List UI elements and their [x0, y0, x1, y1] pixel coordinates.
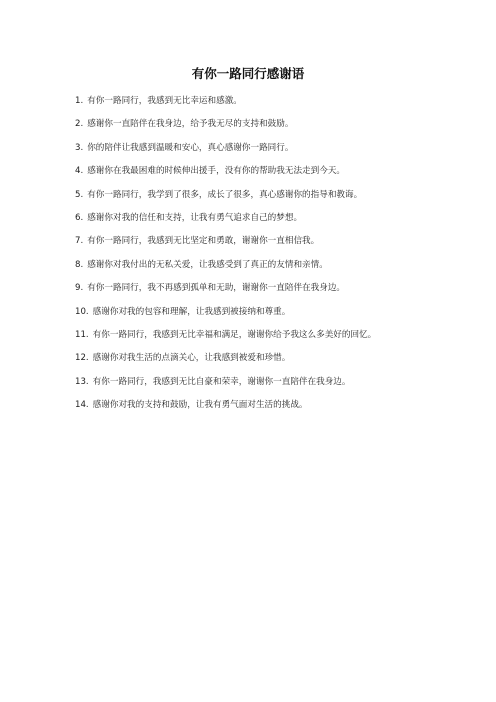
item-text: 感谢你对我的支持和鼓励，让我有勇气面对生活的挑战。 [92, 400, 308, 411]
list-item [75, 93, 485, 116]
list-item [75, 304, 485, 327]
item-number: 11. [75, 329, 89, 340]
item-text: 感谢你对我生活的点滴关心，让我感到被爱和珍惜。 [92, 353, 291, 364]
list-item [75, 327, 485, 350]
item-text: 有你一路同行，我感到无比幸福和满足，谢谢你给予我这么多美好的回忆。 [92, 329, 377, 340]
item-text: 感谢你对我的信任和支持，让我有勇气追求自己的梦想。 [87, 212, 303, 223]
list-item [75, 257, 485, 280]
item-text: 感谢你对我付出的无私关爱，让我感受到了真正的友情和亲情。 [87, 259, 328, 270]
item-number: 9. [75, 283, 84, 294]
item-number: 3. [75, 142, 84, 153]
item-text: 有你一路同行，我感到无比自豪和荣幸，谢谢你一直陪伴在我身边。 [92, 376, 351, 387]
item-number: 10. [75, 306, 89, 317]
item-text: 你的陪伴让我感到温暖和安心，真心感谢你一路同行。 [87, 142, 294, 153]
list-item [75, 397, 485, 420]
item-text: 有你一路同行，我学到了很多，成长了很多，真心感谢你的指导和教诲。 [87, 189, 363, 200]
item-number: 1. [75, 96, 84, 106]
item-text: 感谢你对我的包容和理解，让我感到被接纳和尊重。 [92, 306, 291, 317]
item-text: 感谢你一直陪伴在我身边，给予我无尽的支持和鼓励。 [87, 119, 294, 130]
list-item [75, 210, 485, 233]
item-number: 6. [75, 212, 84, 223]
item-number: 14. [75, 400, 89, 411]
list-item [75, 163, 485, 186]
item-text: 有你一路同行，我不再感到孤单和无助，谢谢你一直陪伴在我身边。 [87, 283, 346, 294]
list-item [75, 140, 485, 163]
list-item [75, 350, 485, 373]
item-number: 7. [75, 236, 84, 247]
item-number: 13. [75, 376, 89, 387]
item-text: 有你一路同行，我感到无比坚定和勇敢，谢谢你一直相信我。 [87, 236, 320, 247]
item-number: 12. [75, 353, 89, 364]
list-item [75, 280, 485, 303]
list-item [75, 374, 485, 397]
item-text: 感谢你在我最困难的时候伸出援手，没有你的帮助我无法走到今天。 [87, 166, 346, 177]
gratitude-list [75, 93, 485, 420]
item-number: 5. [75, 189, 84, 200]
list-item [75, 187, 485, 210]
item-number: 8. [75, 259, 84, 270]
list-item [75, 116, 485, 139]
item-text: 有你一路同行，我感到无比幸运和感激。 [87, 96, 242, 106]
item-number: 4. [75, 166, 84, 177]
document-title: 有你一路同行感谢语 [191, 66, 305, 81]
item-number: 2. [75, 119, 84, 130]
list-item [75, 233, 485, 256]
